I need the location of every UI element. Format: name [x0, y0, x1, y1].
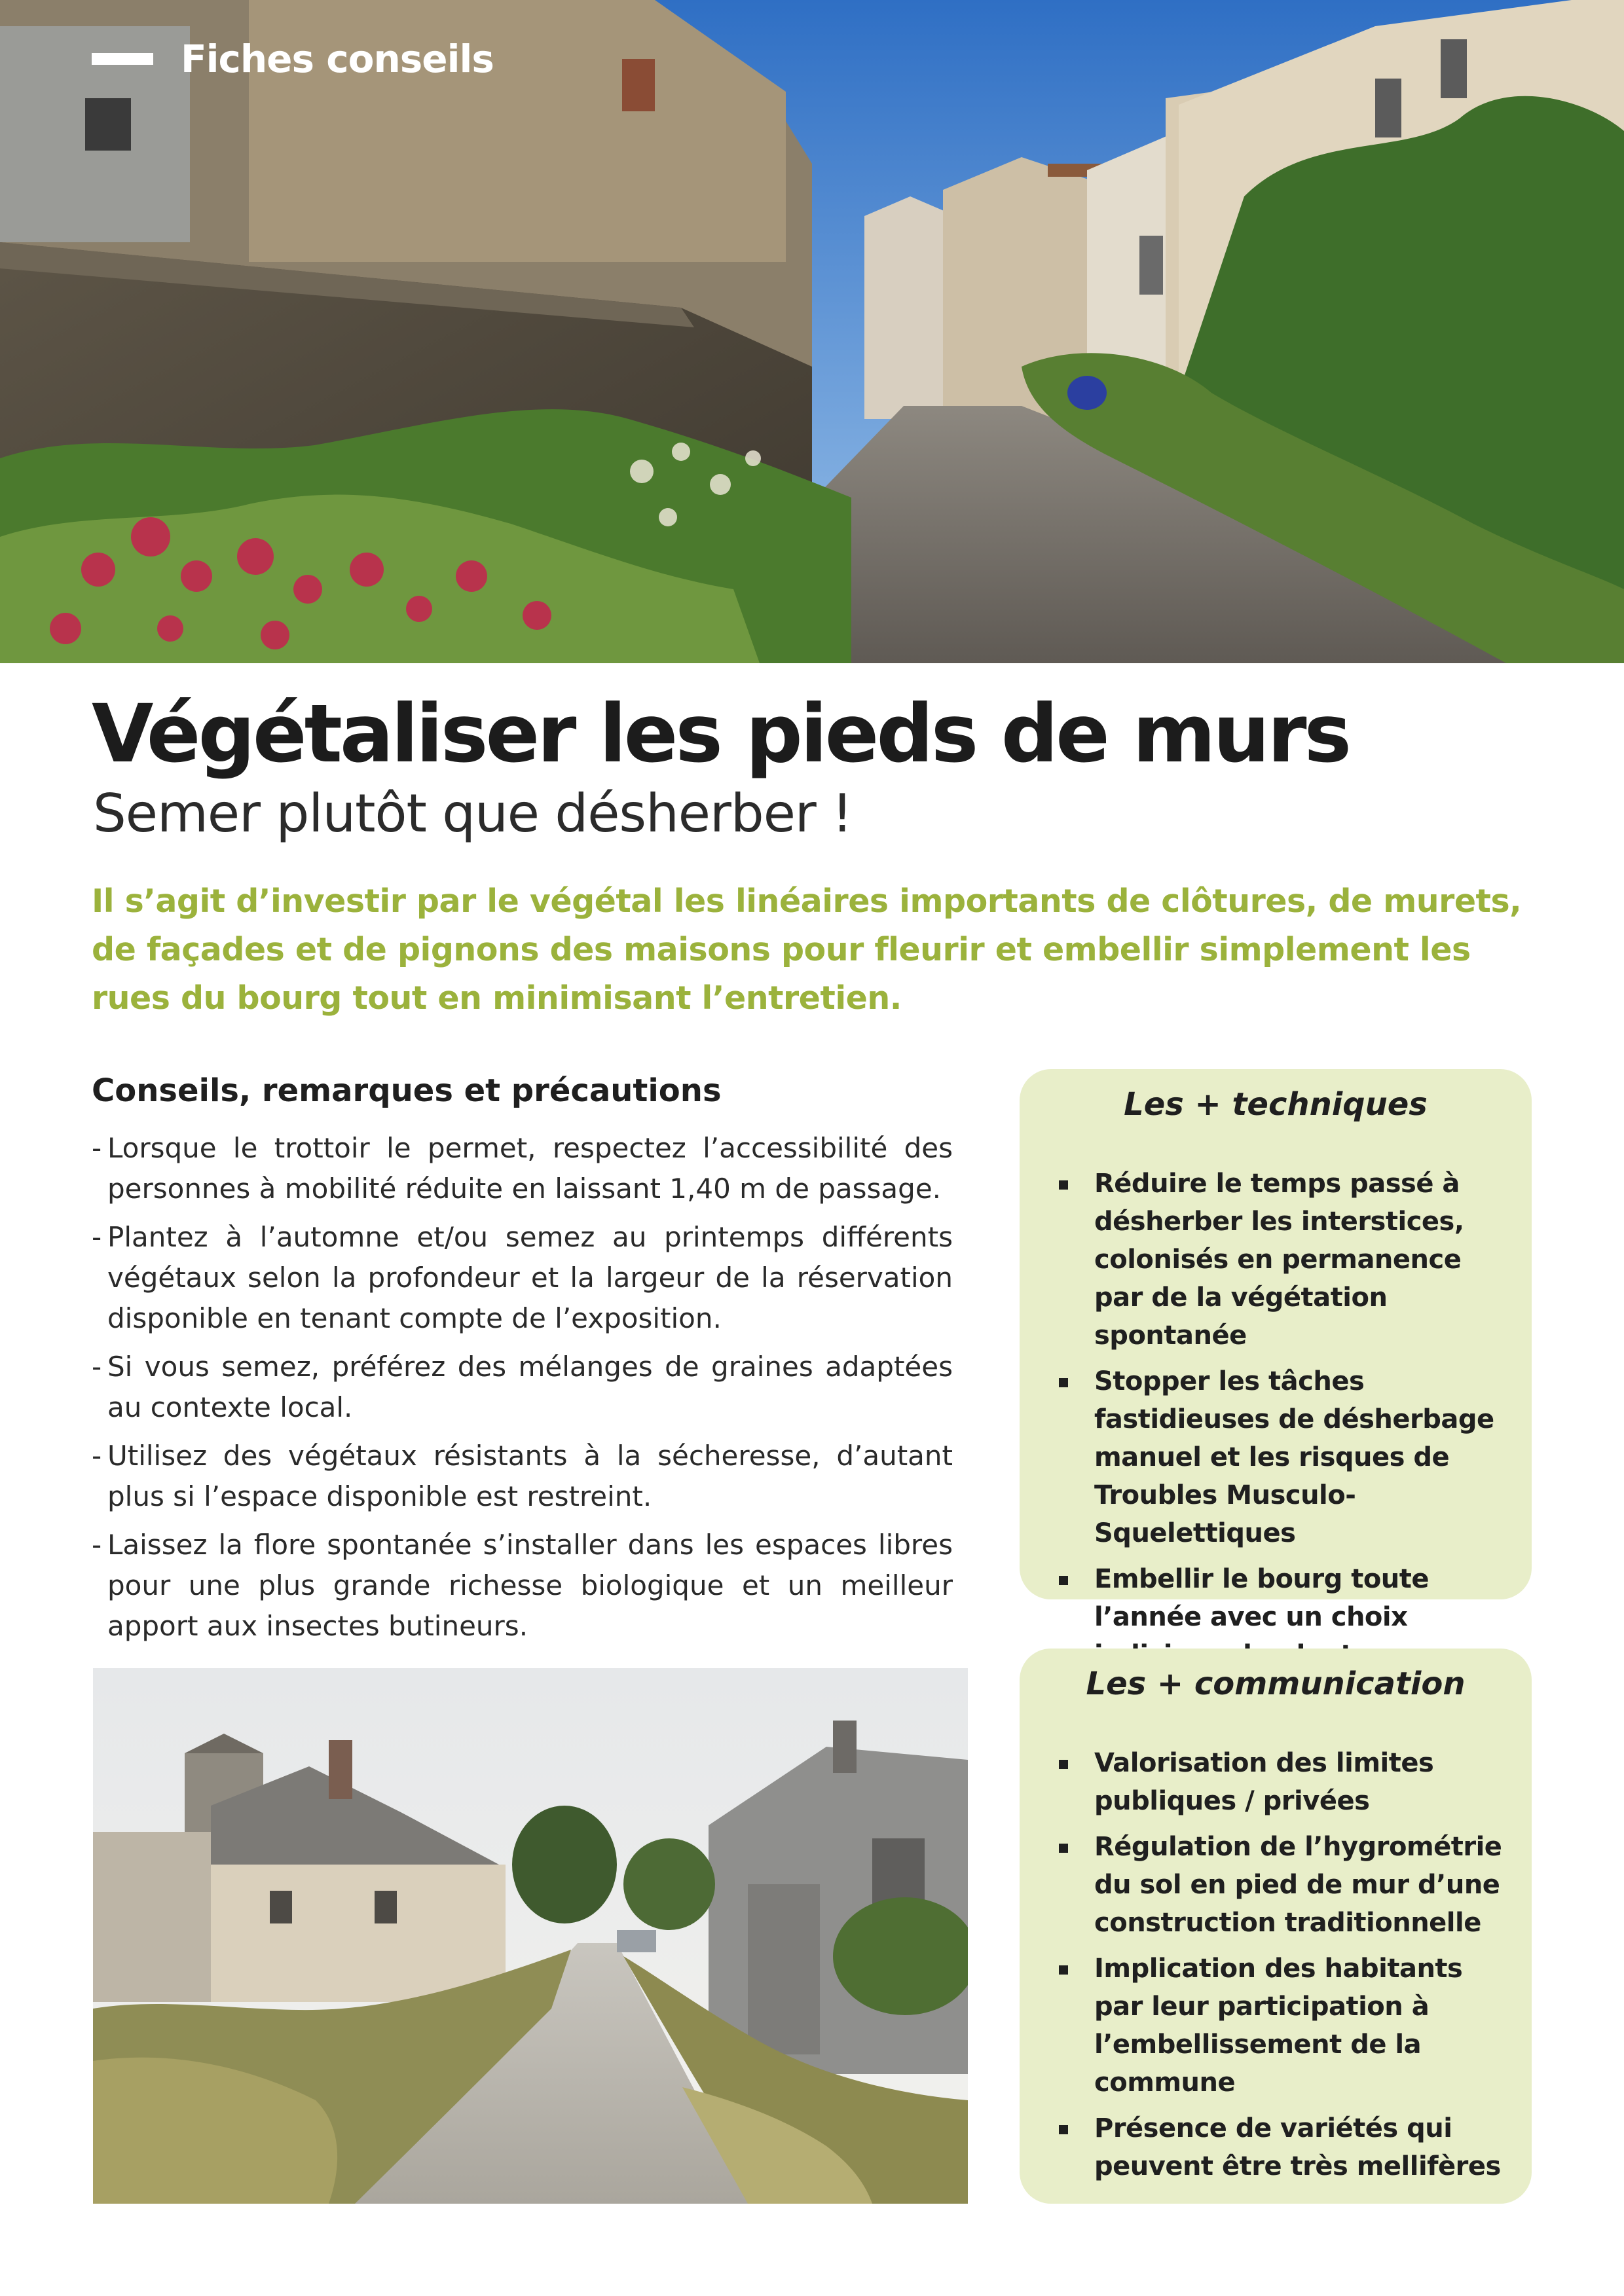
square-bullet-icon	[1059, 1180, 1068, 1190]
communication-item-text: Valorisation des limites publiques / privées	[1094, 1748, 1434, 1816]
techniques-item	[1039, 1362, 1512, 1552]
section-tag	[92, 37, 494, 81]
communication-item	[1039, 1950, 1512, 2102]
techniques-item	[1039, 1165, 1512, 1355]
conseil-item: - Si vous semez, préférez des mélanges de graines adaptées au contexte local.	[92, 1347, 953, 1428]
tag-bar	[92, 53, 153, 65]
techniques-box	[1020, 1069, 1532, 1632]
communication-box	[1020, 1649, 1532, 2204]
hero-photo-illustration	[0, 0, 1624, 663]
conseil-item: - Lorsque le trottoir le permet, respectez l’accessibilité des personnes à mobilité réduite en laissant 1,40 m de passage.	[92, 1128, 953, 1209]
communication-item-text: Régulation de l’hygrométrie du sol en pied de mur d’une construction traditionnelle	[1094, 1832, 1502, 1938]
techniques-heading: Les + techniques	[1124, 1086, 1428, 1123]
square-bullet-icon	[1059, 2125, 1068, 2134]
communication-item	[1039, 2109, 1512, 2185]
street-photo-illustration	[93, 1668, 968, 2204]
techniques-item-text: Stopper les tâches fastidieuses de désherbage manuel et les risques de Troubles Musculo-Squelettiques	[1094, 1366, 1494, 1548]
communication-heading: Les + communication	[1086, 1666, 1466, 1702]
page-title: Végétaliser les pieds de murs	[92, 687, 1350, 780]
page-subtitle: Semer plutôt que désherber !	[93, 783, 853, 844]
techniques-item-text: Embellir le bourg toute l’année avec un choix	[1094, 1564, 1430, 1632]
conseil-item: - Plantez à l’automne et/ou semez au printemps différents végétaux selon la profondeur et la largeur de la réservation disponible en tenant compte de l’exposition.	[92, 1217, 953, 1339]
square-bullet-icon	[1059, 1844, 1068, 1853]
communication-item-text: Implication des habitants par leur participation à l’embellissement de la commune	[1094, 1954, 1463, 2098]
techniques-list	[1039, 1165, 1512, 1674]
conseils-heading: Conseils, remarques et précautions	[92, 1072, 722, 1109]
square-bullet-icon	[1059, 1760, 1068, 1769]
intro-paragraph: Il s’agit d’investir par le végétal les linéaires importants de clôtures, de murets, de façades et de pignons des maisons pour fleurir et embellir simplement les rues du bourg tout en minimisant l’entretien.	[92, 883, 1522, 1017]
square-bullet-icon	[1059, 1378, 1068, 1387]
conseil-item: - Laissez la flore spontanée s’installer dans les espaces libres pour une plus grande richesse biologique et un meilleur apport aux insectes butineurs.	[92, 1525, 953, 1647]
hero-photo	[0, 0, 1624, 663]
conseil-item: - Utilisez des végétaux résistants à la sécheresse, d’autant plus si l’espace disponible est restreint.	[92, 1436, 953, 1517]
communication-item-text: Présence de variétés qui peuvent être très mellifères	[1094, 2113, 1501, 2181]
communication-item	[1039, 1828, 1512, 1942]
techniques-item-text: Réduire le temps passé à désherber les interstices, colonisés en permanence par de la végétation spontanée	[1094, 1169, 1464, 1351]
square-bullet-icon	[1059, 1965, 1068, 1975]
square-bullet-icon	[1059, 1576, 1068, 1585]
communication-item	[1039, 1744, 1512, 1820]
street-photo	[93, 1668, 968, 2204]
conseils-list	[92, 1128, 953, 1654]
communication-list	[1039, 1744, 1512, 2185]
section-tag-label: Fiches conseils	[181, 37, 494, 81]
